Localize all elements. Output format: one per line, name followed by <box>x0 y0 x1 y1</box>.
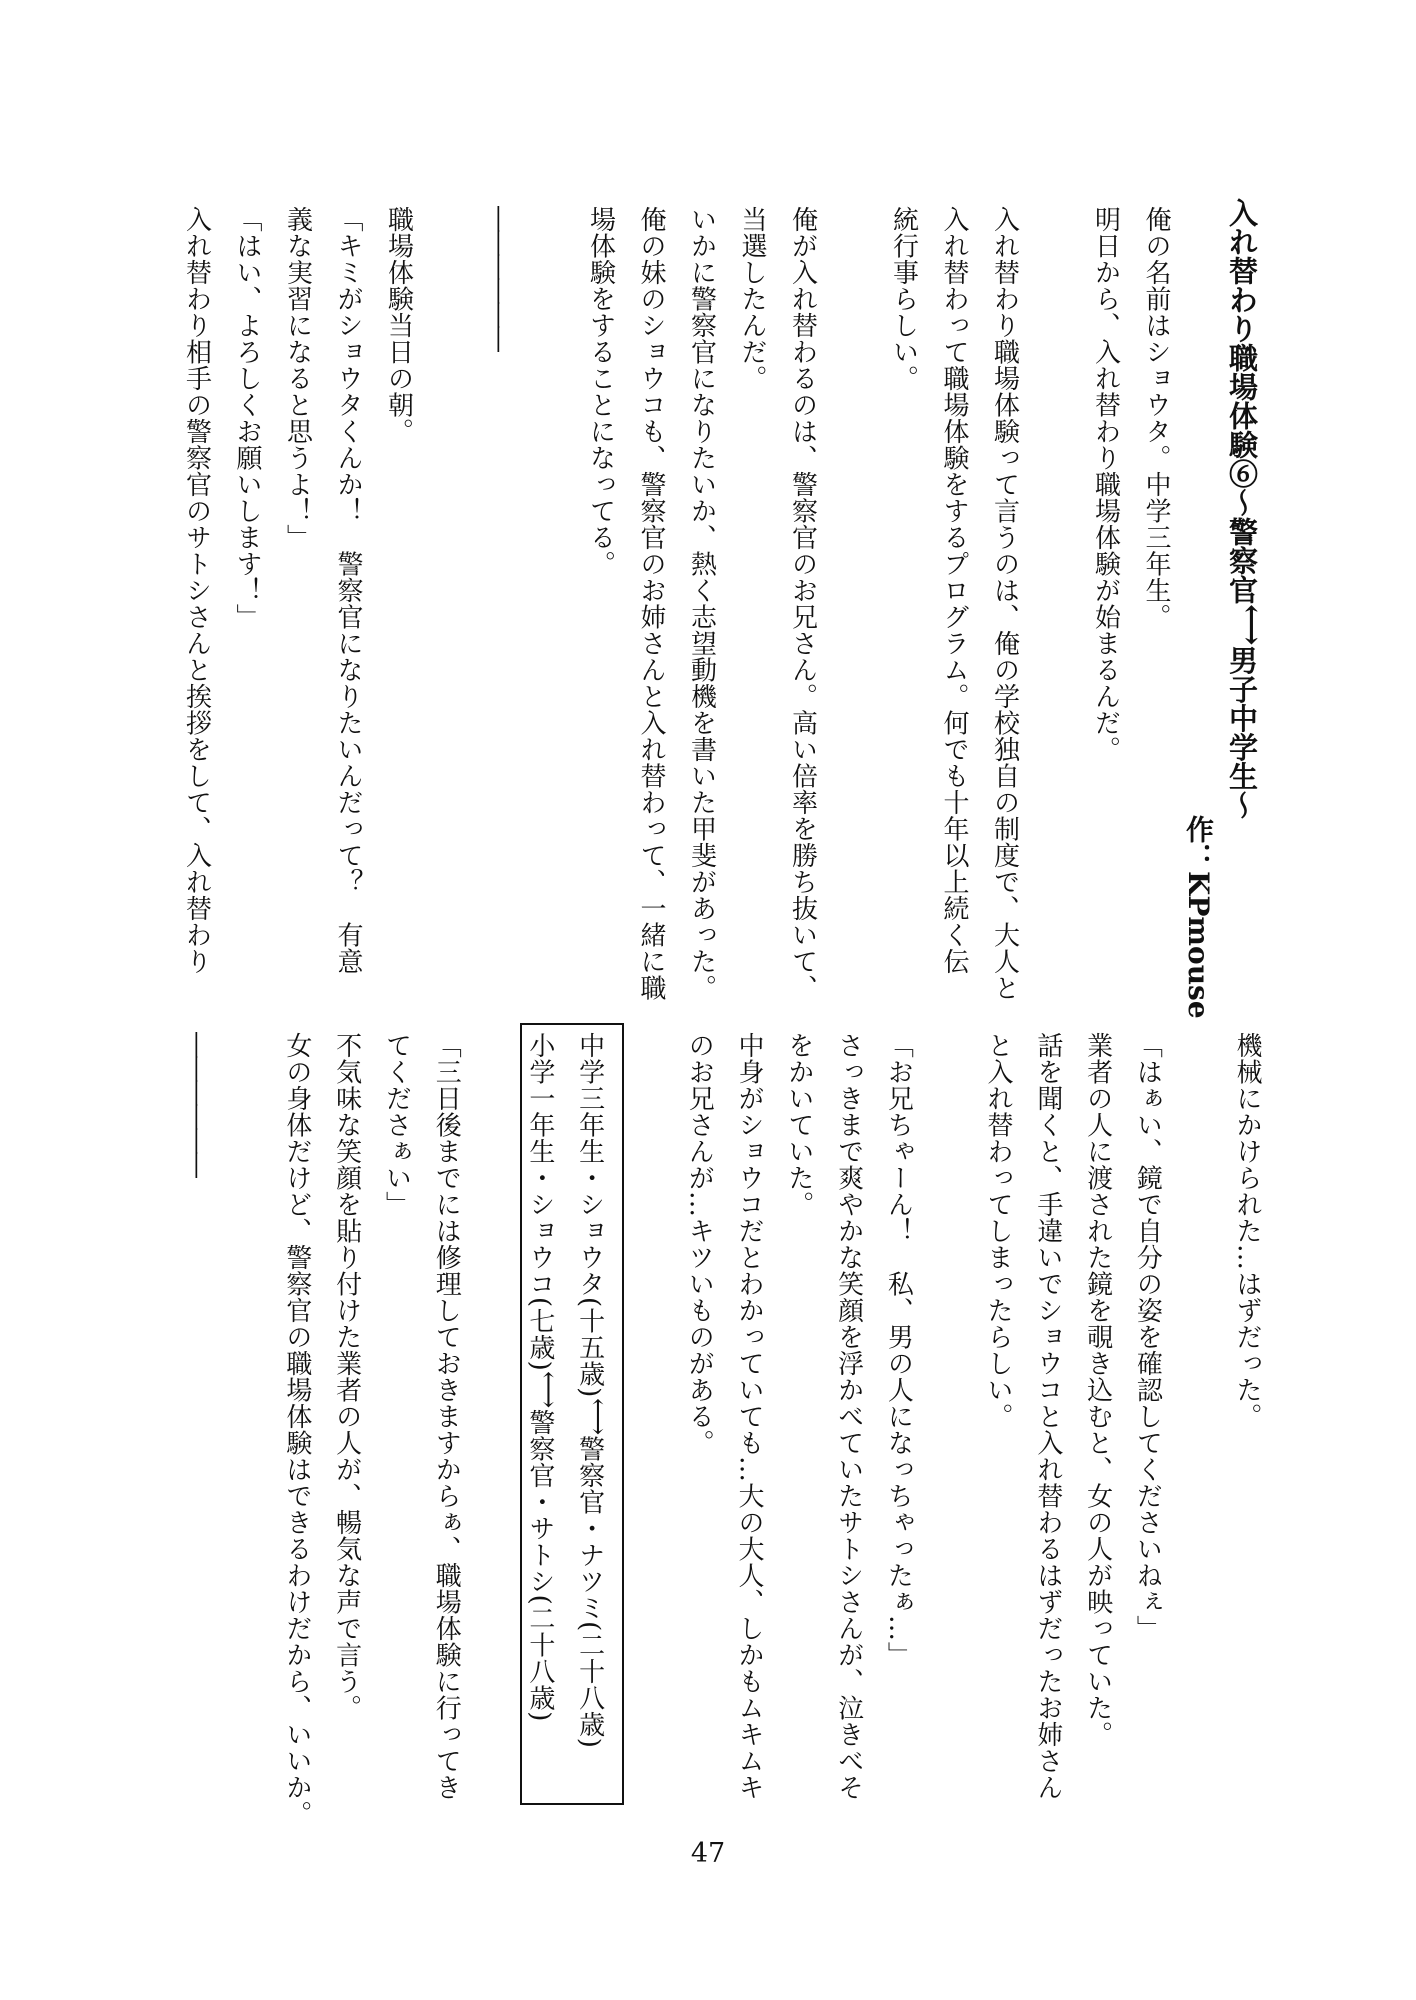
body-text-bottom <box>171 1032 1271 1827</box>
blank-line <box>470 1032 520 1812</box>
text-line: 「三日後までには修理しておきますからぁ、職場体験に行ってき <box>431 1032 462 1801</box>
text-line: さっきまで爽やかな笑顔を浮かべていたサトシさんが、泣きべそ <box>833 1032 864 1801</box>
swap-right: 警察官・サトシ(二十八歳) <box>524 1409 555 1722</box>
text-line: 当選したんだ。 <box>737 206 767 392</box>
blank-line <box>624 1032 674 1812</box>
author-credit: 作：KPmouse <box>1182 815 1215 1019</box>
swap-right: 警察官・ナツミ(二十八歳) <box>574 1435 605 1749</box>
text-line: 明日から、入れ替わり職場体験が始まるんだ。 <box>1090 206 1121 763</box>
text-line: 「お兄ちゃーん！ 私、男の人になっちゃったぁ…」 <box>883 1032 914 1668</box>
text-line: と入れ替わってしまったらしい。 <box>983 1032 1014 1430</box>
blank-line <box>221 1032 271 1812</box>
section-divider: ―――――― <box>182 1032 213 1176</box>
page-number: 47 <box>690 1838 726 1869</box>
text-line: 「はぁい、鏡で自分の姿を確認してくださいねぇ」 <box>1132 1032 1163 1642</box>
blank-line <box>525 206 576 1006</box>
character-swap-box <box>520 1023 624 1805</box>
text-line: をかいていた。 <box>783 1032 814 1218</box>
double-arrow-icon: ⟷ <box>582 1397 613 1436</box>
text-line: 入れ替わり職場体験って言うのは、俺の学校独自の制度で、大人と <box>989 206 1020 1001</box>
text-line: 統行事らしい。 <box>888 206 919 392</box>
text-line: 入れ替わって職場体験をするプログラム。何でも十年以上続く伝 <box>939 206 969 975</box>
text-line: 機械にかけられた…はずだった。 <box>1232 1032 1262 1430</box>
double-arrow-icon: ⟷ <box>532 1371 563 1410</box>
story-title <box>1222 198 1272 998</box>
title-text-after: 男子中学生～ <box>1225 645 1259 820</box>
body-text-top <box>171 206 1181 1006</box>
text-line: 職場体験当日の朝。 <box>383 206 414 445</box>
double-arrow-icon: ⟷ <box>1235 604 1269 646</box>
blank-line <box>922 1032 972 1812</box>
blank-line <box>1171 1032 1221 1812</box>
text-line: 俺の妹のショウコも、警察官のお姉さんと入れ替わって、一緒に職 <box>636 206 666 1001</box>
swap-left: 中学三年生・ショウタ(十五歳) <box>574 1032 605 1398</box>
text-line: 話を聞くと、手違いでショウコと入れ替わるはずだったお姉さん <box>1032 1032 1063 1801</box>
blank-line <box>424 206 475 1006</box>
text-line: 入れ替わり相手の警察官のサトシさんと挨拶をして、入れ替わり <box>181 206 212 975</box>
text-line: 女の身体だけど、警察官の職場体験はできるわけだから、いいか。 <box>281 1032 312 1827</box>
text-line: 業者の人に渡された鏡を覗き込むと、女の人が映っていた。 <box>1082 1032 1113 1748</box>
text-line: 不気味な笑顔を貼り付けた業者の人が、暢気な声で言う。 <box>331 1032 362 1721</box>
text-line: 「キミがショウタくんか！ 警察官になりたいんだって？ 有意 <box>333 206 363 975</box>
swap-left: 小学一年生・ショウコ(七歳) <box>524 1032 555 1372</box>
title-text-before: 入れ替わり職場体験⑥～警察官 <box>1225 198 1259 604</box>
text-line: てくださぁい」 <box>381 1032 412 1218</box>
text-line: いかに警察官になりたいか、熱く志望動機を書いた甲斐があった。 <box>686 206 717 1001</box>
blank-line <box>1030 206 1081 1006</box>
text-line: 「はい、よろしくお願いします！」 <box>232 206 262 630</box>
text-line: のお兄さんが…キツいものがある。 <box>684 1032 715 1456</box>
text-line: 義な実習になると思うよ！」 <box>282 206 313 551</box>
text-line: 場体験をすることになってる。 <box>585 206 616 577</box>
text-line: 俺が入れ替わるのは、警察官のお兄さん。高い倍率を勝ち抜いて、 <box>787 206 818 1001</box>
text-line: 俺の名前はショウタ。中学三年生。 <box>1141 206 1171 630</box>
text-line: 中身がショウコだとわかっていても…大の大人、しかもムキムキ <box>734 1032 765 1801</box>
blank-line <box>828 206 879 1006</box>
swap-line <box>572 1032 622 1803</box>
section-divider: ―――――― <box>484 206 515 350</box>
